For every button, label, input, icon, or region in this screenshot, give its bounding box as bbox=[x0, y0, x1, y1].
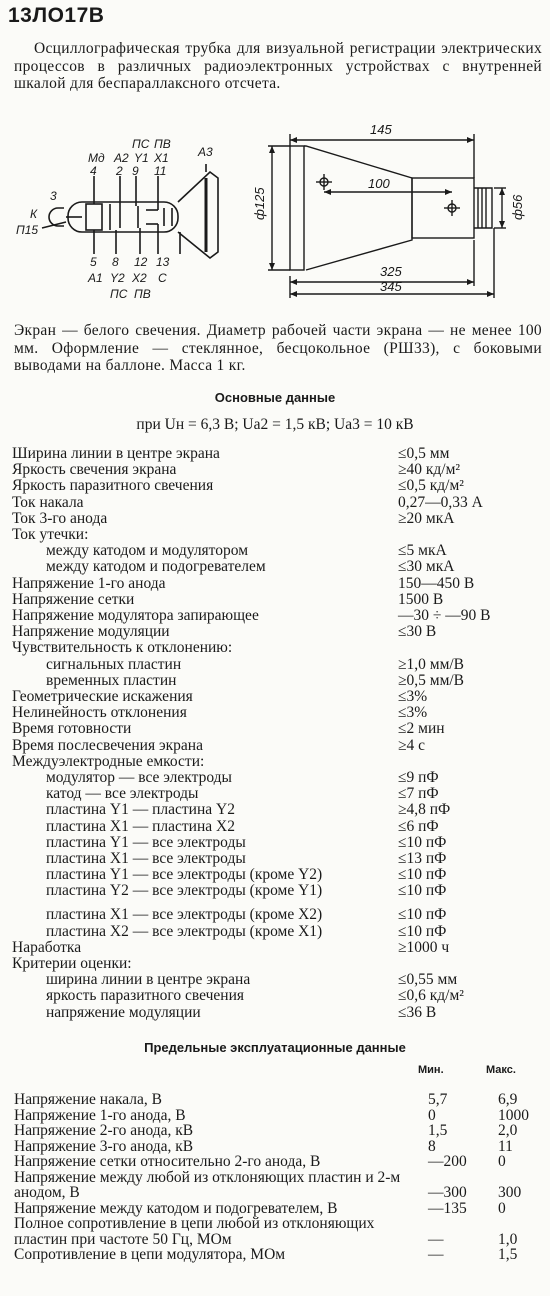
data-row bbox=[0, 835, 550, 851]
data-row-label: между катодом и модулятором bbox=[46, 542, 249, 560]
data-row-value: ≥1000 ч bbox=[398, 938, 450, 956]
limit-row-label: Напряжение 3-го анода, кВ bbox=[14, 1137, 194, 1155]
data-row bbox=[0, 819, 550, 835]
data-row-label: пластина Y2 — все электроды (кроме Y1) bbox=[46, 882, 323, 900]
data-row bbox=[0, 640, 550, 656]
label-ps-bottom: ПС bbox=[110, 287, 128, 301]
data-row-label: Ток накала bbox=[12, 493, 84, 511]
label-ps: ПС bbox=[132, 137, 150, 151]
data-row bbox=[0, 559, 550, 575]
data-row-value: 0,27—0,33 А bbox=[398, 493, 483, 511]
limit-row-min: —135 bbox=[428, 1199, 467, 1217]
data-row-value: ≤7 пФ bbox=[398, 785, 439, 803]
limit-row-label: Напряжение накала, В bbox=[14, 1091, 162, 1108]
data-row-value: ≥4,8 пФ bbox=[398, 801, 451, 819]
data-row-value: ≤0,5 кд/м² bbox=[398, 477, 464, 495]
data-row bbox=[0, 940, 550, 956]
limit-row-label: Напряжение 2-го анода, кВ bbox=[14, 1122, 194, 1139]
data-row-label: катод — все электроды bbox=[46, 785, 199, 803]
data-row-value: ≤3% bbox=[398, 704, 428, 722]
data-row-value: ≤30 В bbox=[398, 623, 437, 641]
data-row bbox=[0, 851, 550, 867]
data-row bbox=[0, 956, 550, 972]
dim-145: 145 bbox=[370, 122, 392, 137]
data-row bbox=[0, 608, 550, 624]
limit-row-min: — bbox=[428, 1246, 444, 1263]
limit-row-max: 1,5 bbox=[498, 1246, 518, 1263]
data-row-value: ≥0,5 мм/В bbox=[398, 671, 465, 689]
label-c: С bbox=[158, 271, 167, 285]
data-row-label: Критерии оценки: bbox=[12, 955, 132, 972]
label-3: 3 bbox=[50, 189, 57, 203]
data-row bbox=[0, 657, 550, 673]
data-row bbox=[0, 786, 550, 802]
data-row bbox=[0, 988, 550, 1004]
dim-100: 100 bbox=[368, 176, 390, 191]
data-row-value: ≤30 мкА bbox=[398, 558, 455, 576]
data-row bbox=[0, 527, 550, 543]
limit-row-max: 2,0 bbox=[498, 1122, 518, 1139]
data-row bbox=[0, 907, 550, 923]
data-row-value: 1500 В bbox=[398, 590, 444, 608]
data-row-label: Яркость паразитного свечения bbox=[12, 477, 214, 495]
limit-row-min: —200 bbox=[428, 1153, 467, 1170]
pin-13: 13 bbox=[156, 255, 170, 269]
description-paragraph: Экран — белого свечения. Диаметр рабочей части экрана — не менее 100 мм. Оформление — стеклянное, бесцокольное (РШ33), с боковыми выводами на баллоне. Масса 1 кг. bbox=[14, 322, 542, 374]
data-row-value: ≤2 мин bbox=[398, 720, 445, 738]
data-row-label: временных пластин bbox=[46, 671, 177, 689]
data-row-value: 150—450 В bbox=[398, 574, 475, 592]
data-row-value: ≤10 пФ bbox=[398, 906, 447, 924]
label-y1: Y1 bbox=[134, 151, 149, 165]
data-row-value: ≤36 В bbox=[398, 1003, 437, 1021]
data-row-label: Время послесвечения экрана bbox=[12, 736, 203, 754]
label-x2: X2 bbox=[132, 271, 147, 285]
data-row bbox=[0, 867, 550, 883]
label-x1: X1 bbox=[154, 151, 169, 165]
data-row-value: ≥40 кд/м² bbox=[398, 461, 461, 479]
pin-4: 4 bbox=[90, 164, 97, 178]
data-row-label: пластина X2 — все электроды (кроме X1) bbox=[46, 922, 323, 940]
data-row bbox=[0, 705, 550, 721]
data-row-label: яркость паразитного свечения bbox=[46, 987, 244, 1005]
data-row-label: Нелинейность отклонения bbox=[12, 704, 187, 722]
pin-12: 12 bbox=[134, 255, 148, 269]
label-k: К bbox=[30, 207, 38, 221]
data-row bbox=[0, 1005, 550, 1021]
data-row-label: Наработка bbox=[12, 938, 82, 956]
data-row-label: Яркость свечения экрана bbox=[12, 461, 177, 479]
data-row-label: Междуэлектродные емкости: bbox=[12, 752, 205, 770]
data-row bbox=[0, 462, 550, 478]
data-row-value: ≤10 пФ bbox=[398, 882, 447, 900]
data-row bbox=[0, 721, 550, 737]
data-row-label: Напряжение модулятора запирающее bbox=[12, 607, 259, 624]
label-y2: Y2 bbox=[110, 271, 125, 285]
limit-row-label: Сопротивление в цепи модулятора, МОм bbox=[14, 1246, 286, 1263]
data-row bbox=[0, 673, 550, 689]
data-row-value: ≤10 пФ bbox=[398, 833, 447, 851]
limit-row-min: 5,7 bbox=[428, 1091, 448, 1108]
data-row-label: ширина линии в центре экрана bbox=[46, 971, 251, 989]
pin-2: 2 bbox=[116, 164, 123, 178]
dim-56: ф56 bbox=[510, 194, 525, 220]
dim-345: 345 bbox=[380, 279, 402, 294]
data-row-value: ≤0,6 кд/м² bbox=[398, 987, 464, 1005]
conditions-line: при Uн = 6,3 В; Uа2 = 1,5 кВ; Uа3 = 10 кВ bbox=[136, 416, 414, 433]
limit-data-heading: Предельные эксплуатационные данные bbox=[144, 1040, 406, 1055]
data-row-label: между катодом и подогревателем bbox=[46, 558, 266, 576]
label-pv-bottom: ПВ bbox=[134, 287, 151, 301]
data-row-label: Ток 3-го анода bbox=[12, 509, 108, 527]
data-row bbox=[0, 689, 550, 705]
dim-325: 325 bbox=[380, 264, 402, 279]
pin-diagram bbox=[6, 136, 226, 306]
data-row bbox=[0, 754, 550, 770]
data-row-value: ≤10 пФ bbox=[398, 866, 447, 884]
data-row-label: пластина X1 — все электроды bbox=[46, 850, 246, 867]
limit-row-max: 6,9 bbox=[498, 1091, 518, 1108]
label-a2: А2 bbox=[114, 151, 129, 165]
data-row bbox=[0, 624, 550, 640]
data-row bbox=[0, 972, 550, 988]
data-row bbox=[0, 592, 550, 608]
data-row bbox=[0, 511, 550, 527]
data-row-label: Ширина линии в центре экрана bbox=[12, 445, 220, 462]
data-row-value: ≤10 пФ bbox=[398, 922, 447, 940]
data-row-value: ≤6 пФ bbox=[398, 817, 439, 835]
data-row bbox=[0, 770, 550, 786]
limit-row-max: 1000 bbox=[498, 1106, 529, 1124]
limit-row-max: 0 bbox=[498, 1153, 506, 1170]
dimension-drawing bbox=[232, 116, 544, 306]
limit-row-min: 8 bbox=[428, 1137, 436, 1155]
limit-max-header: Макс. bbox=[486, 1064, 516, 1076]
data-row-value: ≤13 пФ bbox=[398, 850, 447, 867]
limit-row-label: Напряжение сетки относительно 2-го анода, В bbox=[14, 1153, 321, 1170]
data-row-value: ≤3% bbox=[398, 688, 428, 705]
limit-row-min: — bbox=[428, 1230, 444, 1248]
data-row-value: —30 ÷ —90 В bbox=[398, 607, 491, 624]
label-pv: ПВ bbox=[154, 137, 171, 151]
label-a1: А1 bbox=[88, 271, 103, 285]
data-row-value: ≤9 пФ bbox=[398, 769, 439, 786]
data-row-label: напряжение модуляции bbox=[46, 1003, 201, 1021]
limit-row-label: Напряжение между любой из отклоняющих пластин и 2-м анодом, В bbox=[14, 1168, 401, 1201]
intro-paragraph: Осциллографическая трубка для визуальной регистрации электрических процессов в различных радиоэлектронных устройствах с внутренней шкалой для беспараллаксного отсчета. bbox=[14, 40, 542, 92]
data-row-label: Чувствительность к отклонению: bbox=[12, 639, 233, 657]
pin-11: 11 bbox=[154, 164, 167, 178]
data-row-label: Напряжение модуляции bbox=[12, 623, 170, 641]
limit-row-label: Полное сопротивление в цепи любой из отклоняющих пластин при частоте 50 Гц, МОм bbox=[14, 1215, 375, 1248]
label-p15: П15 bbox=[16, 223, 39, 237]
limit-row-min: —300 bbox=[428, 1184, 467, 1201]
pin-5: 5 bbox=[90, 255, 97, 269]
data-row-label: пластина X1 — пластина X2 bbox=[46, 817, 235, 835]
data-row-label: Напряжение сетки bbox=[12, 590, 135, 608]
data-row-value: ≥4 с bbox=[398, 736, 426, 754]
data-row bbox=[0, 802, 550, 818]
data-row bbox=[0, 924, 550, 940]
limit-row-max: 1,0 bbox=[498, 1230, 518, 1248]
data-row-label: пластина Y1 — все электроды bbox=[46, 833, 246, 851]
data-row bbox=[0, 543, 550, 559]
dim-125: ф125 bbox=[252, 187, 267, 220]
data-row-label: пластина Y1 — все электроды (кроме Y2) bbox=[46, 866, 323, 884]
limit-row-label: Напряжение 1-го анода, В bbox=[14, 1106, 186, 1124]
limit-row-min: 0 bbox=[428, 1106, 436, 1124]
page-title: 13ЛО17В bbox=[8, 4, 105, 27]
main-data-heading: Основные данные bbox=[214, 390, 336, 405]
data-row-label: Ток утечки: bbox=[12, 526, 89, 543]
data-row-label: пластина X1 — все электроды (кроме X2) bbox=[46, 906, 323, 924]
data-row-label: Геометрические искажения bbox=[12, 688, 193, 705]
limit-row-min: 1,5 bbox=[428, 1122, 448, 1139]
label-md: Мд bbox=[88, 151, 105, 165]
limit-row-max: 11 bbox=[498, 1137, 513, 1155]
data-row bbox=[0, 446, 550, 462]
limit-min-header: Мин. bbox=[418, 1064, 444, 1076]
data-row-label: пластина Y1 — пластина Y2 bbox=[46, 801, 235, 819]
data-row-value: ≤5 мкА bbox=[398, 542, 447, 560]
data-row bbox=[0, 883, 550, 899]
data-row bbox=[0, 495, 550, 511]
data-row-value: ≤0,55 мм bbox=[398, 971, 458, 989]
pin-9: 9 bbox=[132, 164, 139, 178]
data-row bbox=[0, 576, 550, 592]
label-a3: А3 bbox=[198, 145, 213, 159]
data-row bbox=[0, 738, 550, 754]
data-row-value: ≥1,0 мм/В bbox=[398, 655, 465, 673]
data-row-value: ≥20 мкА bbox=[398, 509, 455, 527]
limit-row-max: 0 bbox=[498, 1199, 506, 1217]
pin-8: 8 bbox=[112, 255, 119, 269]
limit-row-label: Напряжение между катодом и подогревателем, В bbox=[14, 1199, 338, 1217]
data-row-label: Напряжение 1-го анода bbox=[12, 574, 166, 592]
data-row-label: модулятор — все электроды bbox=[46, 769, 232, 786]
data-row-label: сигнальных пластин bbox=[46, 655, 182, 673]
data-row-label: Время готовности bbox=[12, 720, 132, 738]
data-row bbox=[0, 478, 550, 494]
limit-row-max: 300 bbox=[498, 1184, 522, 1201]
data-row-value: ≤0,5 мм bbox=[398, 445, 450, 462]
